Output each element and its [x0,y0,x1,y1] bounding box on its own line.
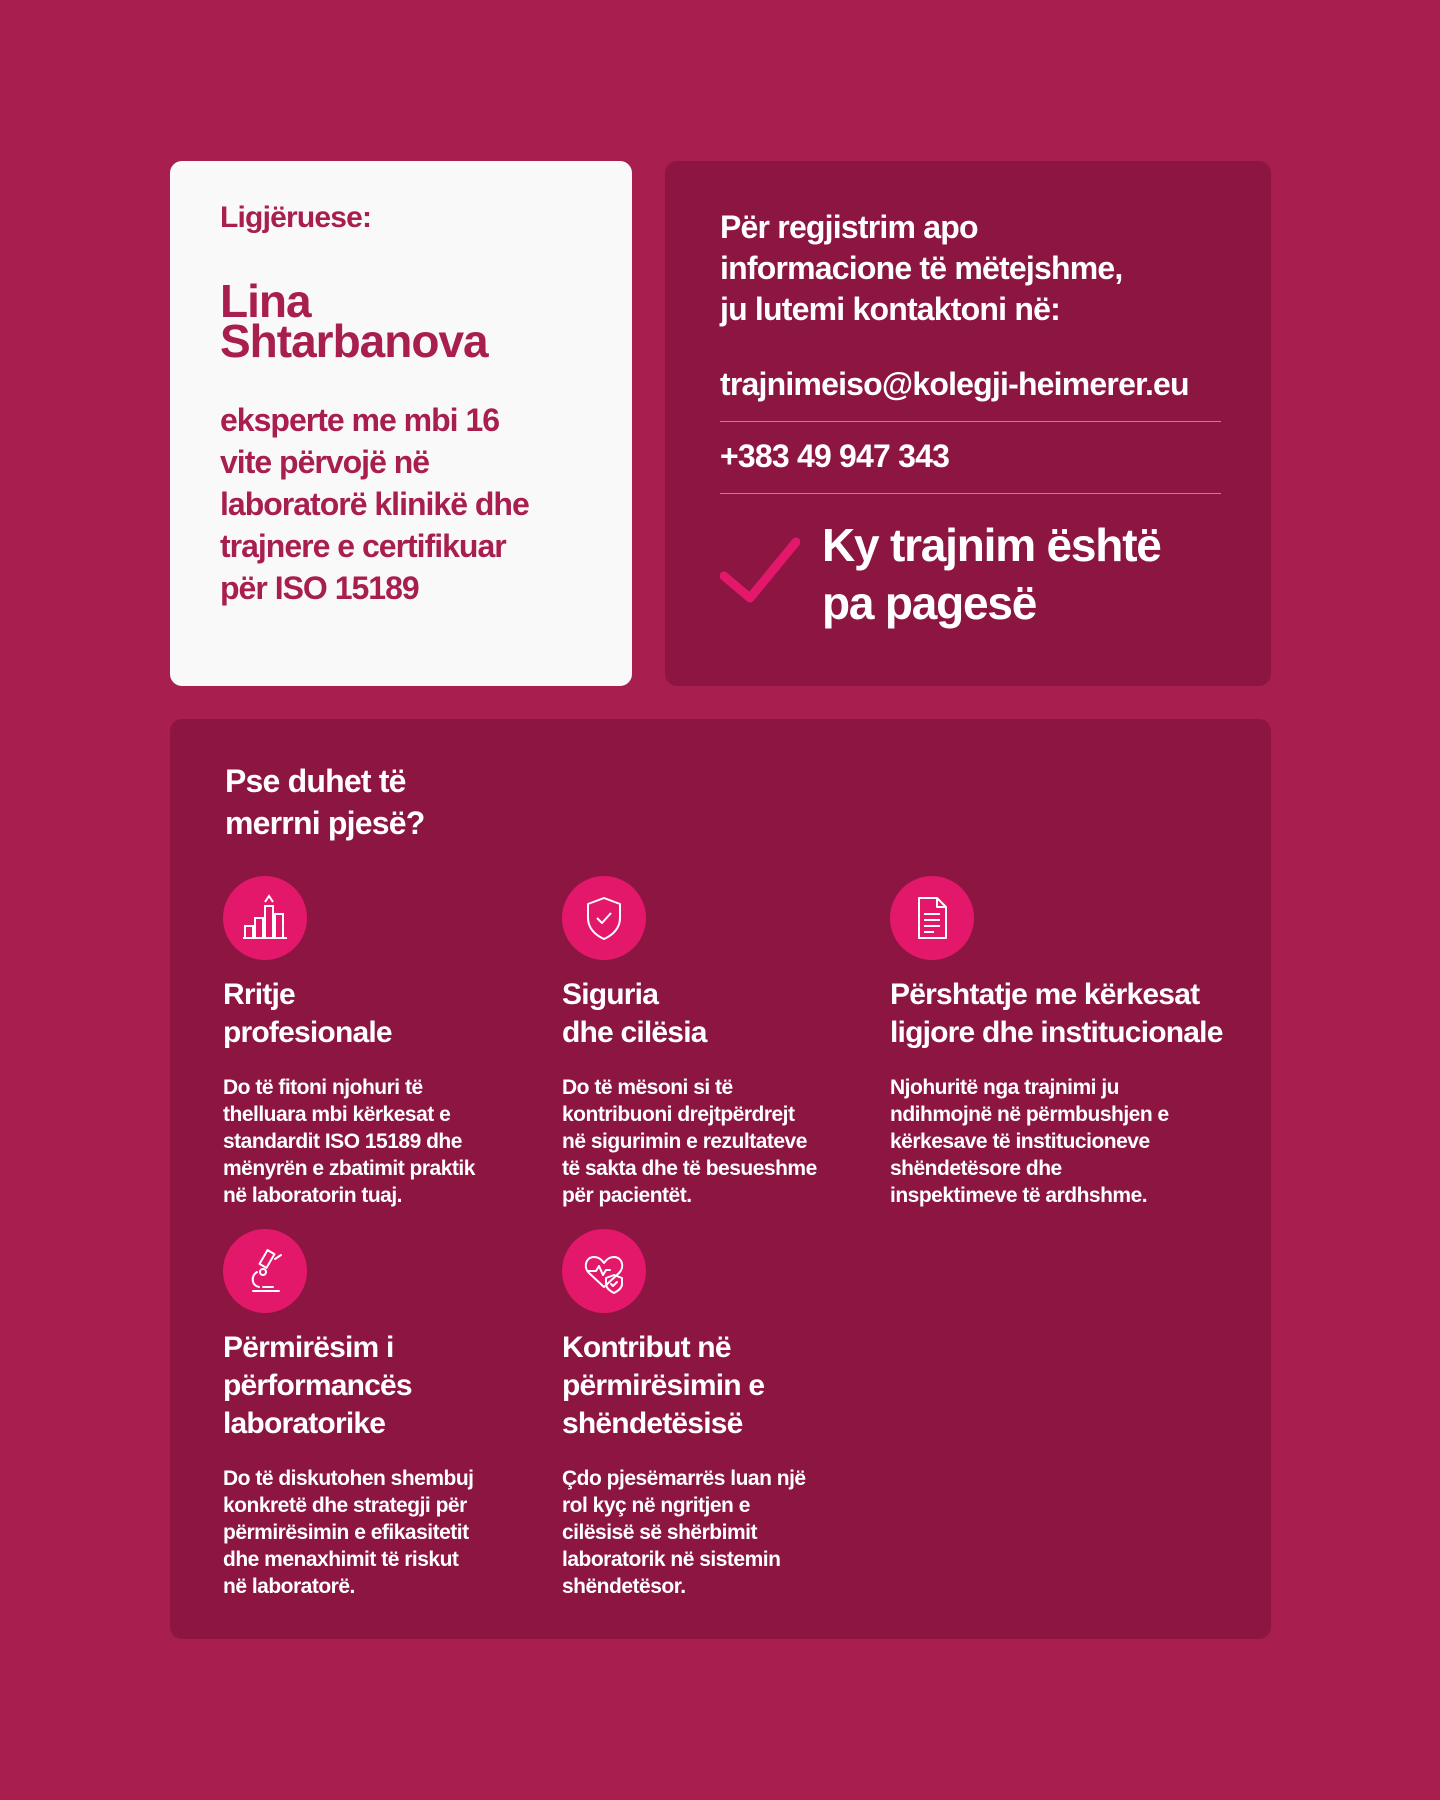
free-training-text: Ky trajnim është pa pagesë [822,519,1161,629]
feature-legal-compliance [890,876,1250,1209]
feature-title: Përshtatje me kërkesat ligjore dhe institucionale [890,978,1223,1049]
document-icon [890,876,974,960]
lecturer-name: Lina Shtarbanova [220,275,488,367]
contact-intro: Për regjistrim apo informacione të mëtejshme, ju lutemi kontaktoni në: [720,209,1123,327]
lecturer-label: Ligjëruese: [220,201,372,234]
feature-professional-growth [223,876,523,1209]
feature-health-contribution [562,1229,862,1600]
checkmark-icon [720,534,800,614]
free-training-notice [720,516,1221,632]
feature-text: Çdo pjesëmarrës luan një rol kyç në ngritjen e cilësisë së shërbimit laboratorik në sistemin shëndetësor. [562,1467,806,1598]
feature-lab-performance [223,1229,523,1600]
feature-text: Do të diskutohen shembuj konkretë dhe strategji për përmirësimin e efikasitetit dhe menaxhimit të riskut në laboratorë. [223,1467,474,1598]
why-participate-card [170,719,1271,1639]
contact-email-link[interactable]: trajnimeiso@kolegji-heimerer.eu [720,350,1221,422]
microscope-icon [223,1229,307,1313]
growth-chart-icon [223,876,307,960]
contact-card [665,161,1271,686]
lecturer-card [170,161,632,686]
feature-text: Do të mësoni si të kontribuoni drejtpërdrejt në sigurimin e rezultateve të sakta dhe të besueshme për pacientët. [562,1076,817,1207]
contact-phone-link[interactable]: +383 49 947 343 [720,422,1221,494]
feature-text: Do të fitoni njohuri të thelluara mbi kërkesat e standardit ISO 15189 dhe mënyrën e zbatimit praktik në laboratorin tuaj. [223,1076,475,1207]
lecturer-description: eksperte me mbi 16 vite përvojë në laboratorë klinikë dhe trajnere e certifikuar për ISO 15189 [220,402,529,606]
heart-shield-icon [562,1229,646,1313]
feature-title: Rritje profesionale [223,978,392,1049]
feature-text: Njohuritë nga trajnimi ju ndihmojnë në përmbushjen e kërkesave të institucioneve shëndetësore dhe inspektimeve të ardhshme. [890,1076,1169,1207]
feature-title: Përmirësim i përformancës laboratorike [223,1331,412,1440]
shield-check-icon [562,876,646,960]
feature-title: Kontribut në përmirësimin e shëndetësisë [562,1331,765,1440]
feature-title: Siguria dhe cilësia [562,978,707,1049]
why-title: Pse duhet të merrni pjesë? [225,763,425,841]
feature-safety-quality [562,876,862,1209]
